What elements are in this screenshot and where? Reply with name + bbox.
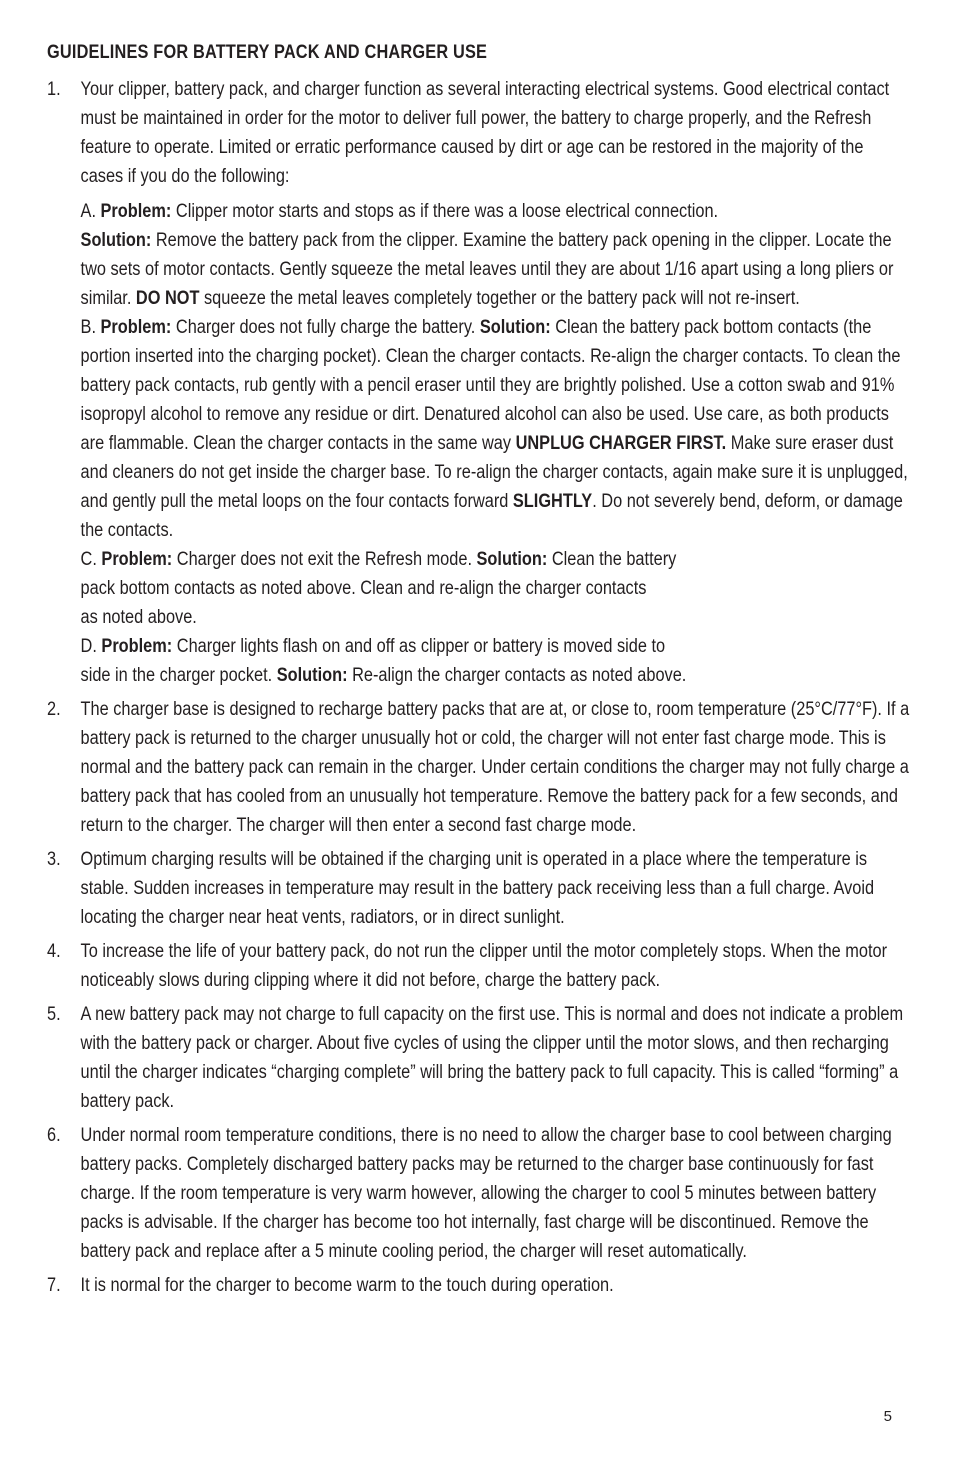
item-text: Optimum charging results will be obtained if the charging unit is operated in a place where the temperature is stable. Sudden increases in temperature may result in the battery pack receiving less than a full charge. Avoid locating the charger near heat vents, radiators, or in direct sunlight. — [80, 849, 875, 928]
list-item-2 — [47, 695, 910, 840]
item-text: Your clipper, battery pack, and charger function as several interacting electrical systems. Good electrical contact must be maintained in order for the motor to deliver full power, the battery to charge properly, and the Refresh feature to operate. Limited or erratic performance caused by dirt or age can be restored in the majority of the cases if you do the following: — [80, 79, 890, 187]
item-number: 4. — [47, 941, 61, 962]
item-number: 5. — [47, 1004, 61, 1025]
item-text: Under normal room temperature conditions, there is no need to allow the charger base to cool between charging battery packs. Completely discharged battery packs may be returned to the charger base continuously for fast charge. If the room temperature is very warm however, allowing the charger to cool 5 minutes between battery packs is advisable. If the charger has become too hot internally, fast charge will be discontinued. Remove the battery pack and replace after a 5 minute cooling period, the charger will reset automatically. — [80, 1125, 892, 1262]
list-item-6 — [47, 1121, 910, 1266]
sub-item-c: C. Problem: Charger does not exit the Refresh mode. Solution: Clean the battery pack bottom contacts as noted above. Clean and re-align the charger contacts as noted above. — [80, 549, 677, 628]
list-item-7 — [47, 1271, 910, 1300]
list-item-4 — [47, 937, 910, 995]
item-text: To increase the life of your battery pack, do not run the clipper until the motor completely stops. When the motor noticeably slows during clipping where it did not before, charge the battery pack. — [80, 941, 888, 991]
list-item-5 — [47, 1000, 910, 1116]
list-item-3 — [47, 845, 910, 932]
item-number: 6. — [47, 1125, 61, 1146]
item-text: A new battery pack may not charge to full capacity on the first use. This is normal and does not indicate a problem with the battery pack or charger. About five cycles of using the clipper until the motor slows, and then recharging until the charger indicates “charging complete” will bring the battery pack to full capacity. This is called “forming” a battery pack. — [80, 1004, 904, 1112]
sub-item-a: A. Problem: Clipper motor starts and stops as if there was a loose electrical connection. Solution: Remove the battery pack from the clipper. Examine the battery pack opening in the clipper. Locate the two sets of motor contacts. Gently squeeze the metal leaves until they are about 1/16 apart using a long pliers or similar. DO NOT squeeze the metal leaves completely together or the battery pack will not re-insert. — [80, 201, 894, 309]
item-number: 1. — [47, 79, 61, 100]
item-number: 2. — [47, 699, 61, 720]
troubleshooting-list — [81, 197, 911, 690]
item-text: The charger base is designed to recharge battery packs that are at, or close to, room temperature (25°C/77°F). If a battery pack is returned to the charger unusually hot or cold, the charger will not enter fast charge mode. This is normal and the battery pack can remain in the charger. Under certain conditions the charger may not fully charge a battery pack that has cooled from an unusually hot temperature. Remove the battery pack for a few seconds, and return to the charger. The charger will then enter a second fast charge mode. — [80, 699, 910, 836]
list-item-1 — [47, 75, 910, 690]
document-page — [47, 38, 910, 1305]
page-title: GUIDELINES FOR BATTERY PACK AND CHARGER USE — [47, 42, 488, 63]
item-text: It is normal for the charger to become warm to the touch during operation. — [80, 1275, 614, 1296]
sub-item-d: D. Problem: Charger lights flash on and off as clipper or battery is moved side to side in the charger pocket. Solution: Re-align the charger contacts as noted above. — [80, 636, 687, 686]
item-number: 3. — [47, 849, 61, 870]
page-number: 5 — [883, 1408, 892, 1425]
item-number: 7. — [47, 1275, 61, 1296]
sub-item-b: B. Problem: Charger does not fully charge the battery. Solution: Clean the battery pack bottom contacts (the portion inserted into the charging pocket). Clean the charger contacts. Re-align the charger contacts. To clean the battery pack contacts, rub gently with a pencil eraser until they are brightly polished. Use a cotton swab and 91% isopropyl alcohol to remove any residue or dirt. Denatured alcohol can also be used. Use care, as both products are flammable. Clean the charger contacts in the same way UNPLUG CHARGER FIRST. Make sure eraser dust and cleaners do not get inside the charger base. To re-align the charger contacts, again make sure it is unplugged, and gently pull the metal loops on the four contacts forward SLIGHTLY. Do not severely bend, deform, or damage the contacts. — [80, 317, 908, 541]
